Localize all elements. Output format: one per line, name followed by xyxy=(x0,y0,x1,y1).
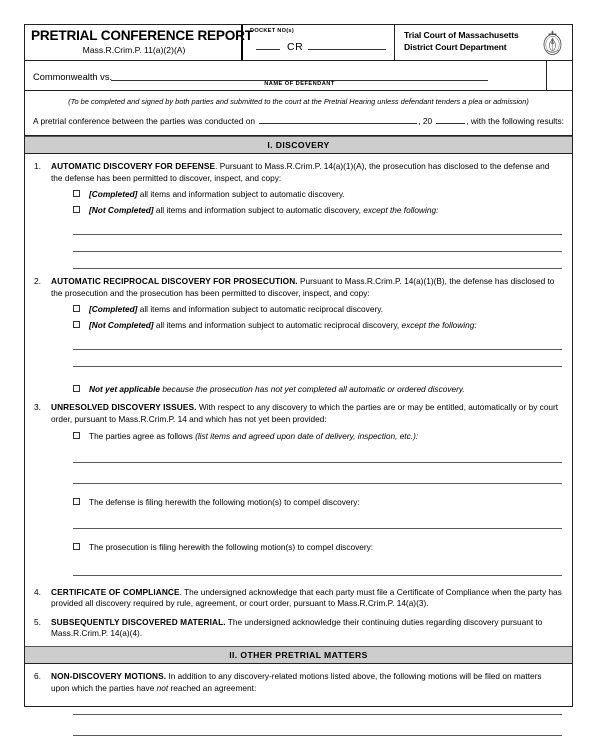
court-name-line1: Trial Court of Massachusetts xyxy=(404,30,519,40)
item-2-completed-label: [Completed] all items and information subject to automatic reciprocal discovery. xyxy=(89,304,384,315)
form-header xyxy=(25,25,572,61)
item-4-heading: CERTIFICATE OF COMPLIANCE xyxy=(51,586,180,597)
item-2-not-applicable-label: Not yet applicable because the prosecution has not yet completed all automatic or ordered discovery. xyxy=(89,384,465,395)
item-6-heading: NON-DISCOVERY MOTIONS. xyxy=(51,670,167,681)
case-caption-right-cell xyxy=(547,61,572,90)
page-title: PRETRIAL CONFERENCE REPORT xyxy=(31,28,253,43)
item-3-unresolved-discovery-issues xyxy=(25,395,572,425)
docket-prefix-blank[interactable] xyxy=(256,48,280,50)
docket-label: DOCKET NO(s) xyxy=(250,28,294,34)
item-1-body: . Pursuant to Mass.R.Crim.P. 14(a)(1)(A), the prosecution has disclosed to the defense and the defense has been permitted to discover, inspect, and copy: xyxy=(51,161,550,183)
item-1-number: 1. xyxy=(34,161,41,171)
item-2-completed-checkbox[interactable] xyxy=(73,305,80,312)
docket-number-cell xyxy=(243,25,395,60)
item-3-parties-agree-row[interactable] xyxy=(25,426,572,442)
item-1-completed-checkbox[interactable] xyxy=(73,190,80,197)
docket-number-blank[interactable] xyxy=(308,48,386,50)
discovery-section-body xyxy=(25,154,572,646)
intro-block xyxy=(25,91,572,136)
docket-entry-row[interactable] xyxy=(250,41,388,53)
item-3-body: With respect to any discovery to which the parties are or may be entitled, automatically or by court order, pursuant to Mass.R.Crim.P. 14 and which has not yet been provided: xyxy=(51,402,559,424)
item-1-not-completed-row[interactable] xyxy=(25,200,572,216)
item-2-not-completed-row[interactable] xyxy=(25,315,572,331)
conference-sentence-end: , with the following results: xyxy=(466,116,564,126)
case-caption-row xyxy=(25,61,572,91)
item-4-body: . The undersigned acknowledge that each party must file a Certificate of Compliance when the party has provided all discovery required by rule, agreement, or court order, pursuant to Mass.R.Crim.P. 14(a)(3). xyxy=(51,586,562,609)
item-1-completed-label: [Completed] all items and information subject to automatic discovery. xyxy=(89,189,345,200)
conference-sentence-start: A pretrial conference between the parties was conducted on xyxy=(33,116,256,126)
section-heading-other-pretrial-matters: II. OTHER PRETRIAL MATTERS xyxy=(25,646,572,664)
item-2-text xyxy=(51,276,562,299)
item-3-heading: UNRESOLVED DISCOVERY ISSUES. xyxy=(51,402,197,413)
item-1-not-completed-checkbox[interactable] xyxy=(73,206,80,213)
defendant-name-caption: NAME OF DEFENDANT xyxy=(264,81,335,87)
item-3-parties-agree-checkbox[interactable] xyxy=(73,432,80,439)
conference-date-line xyxy=(33,114,564,126)
item-3-defense-motion-label: The defense is filing herewith the following motion(s) to compel discovery: xyxy=(89,496,360,507)
item-3-defense-motion-checkbox[interactable] xyxy=(73,498,80,505)
case-caption-cell xyxy=(25,61,547,90)
item-6-non-discovery-motions xyxy=(25,664,572,694)
conference-date-input[interactable] xyxy=(259,114,417,124)
item-5-number: 5. xyxy=(34,616,41,627)
item-2-body: Pursuant to Mass.R.Crim.P. 14(a)(1)(B), the defense has disclosed to the prosecution and the prosecution has been permitted to discover, inspect, and copy: xyxy=(51,276,555,298)
item-2-number: 2. xyxy=(34,276,41,287)
item-3-prosecution-motion-label: The prosecution is filing herewith the following motion(s) to compel discovery: xyxy=(89,541,374,552)
item-1-text xyxy=(51,161,562,184)
item-4-text xyxy=(51,587,562,610)
item-5-heading: SUBSEQUENTLY DISCOVERED MATERIAL. xyxy=(51,616,226,627)
year-prefix: , 20 xyxy=(418,116,433,126)
item-3-prosecution-motion-row[interactable] xyxy=(25,537,572,553)
form-frame xyxy=(24,24,573,707)
section-heading-discovery: I. DISCOVERY xyxy=(25,136,572,154)
item-3-text xyxy=(51,402,562,425)
item-3-number: 3. xyxy=(34,402,41,413)
court-name xyxy=(404,30,519,53)
item-3-parties-agree-label: The parties agree as follows (list items and agreed upon date of delivery, inspection, etc.): xyxy=(89,430,419,441)
item-6-number: 6. xyxy=(34,670,41,681)
item-3-prosecution-motion-checkbox[interactable] xyxy=(73,543,80,550)
form-citation: Mass.R.Crim.P. 11(a)(2)(A) xyxy=(82,45,186,55)
item-6-text: NON-DISCOVERY MOTIONS. In addition to any discovery-related motions listed above, the following motions will be filed on matters upon which the parties have not reached an agreement: xyxy=(51,670,542,693)
item-1-completed-row[interactable] xyxy=(25,184,572,200)
massachusetts-state-seal-icon xyxy=(541,29,564,57)
item-1-not-completed-label: [Not Completed] all items and information subject to automatic discovery, except the following: xyxy=(89,205,439,216)
party-label: Commonwealth vs. xyxy=(33,72,113,82)
item-4-number: 4. xyxy=(34,586,41,597)
item-2-heading: AUTOMATIC RECIPROCAL DISCOVERY FOR PROSECUTION. xyxy=(51,276,298,287)
item-2-not-completed-label: [Not Completed] all items and information subject to automatic reciprocal discovery, except the following: xyxy=(89,320,477,331)
item-1-heading: AUTOMATIC DISCOVERY FOR DEFENSE xyxy=(51,161,216,171)
form-title-cell xyxy=(25,25,253,60)
item-2-reciprocal-discovery-prosecution xyxy=(25,269,572,299)
item-5-subsequently-discovered-material xyxy=(25,610,572,640)
court-identity-cell xyxy=(395,25,572,60)
docket-cr-label: CR xyxy=(287,41,304,53)
item-2-completed-row[interactable] xyxy=(25,299,572,315)
item-2-not-applicable-row[interactable] xyxy=(25,379,572,395)
item-5-body: The undersigned acknowledge their continuing duties regarding discovery pursuant to Mass.R.Crim.P. 14(a)(4). xyxy=(51,616,543,639)
item-3-defense-motion-row[interactable] xyxy=(25,492,572,508)
item-1-automatic-discovery-defense xyxy=(25,154,572,184)
other-matters-section-body xyxy=(25,664,572,736)
completion-instruction: (To be completed and signed by both parties and submitted to the court at the Pretrial Hearing unless defendant tenders a plea or admission) xyxy=(68,97,529,106)
item-4-certificate-of-compliance xyxy=(25,580,572,610)
conference-year-input[interactable] xyxy=(436,114,465,124)
item-5-text xyxy=(51,617,562,640)
item-2-not-applicable-checkbox[interactable] xyxy=(73,385,80,392)
court-name-line2: District Court Department xyxy=(404,41,507,52)
item-2-not-completed-checkbox[interactable] xyxy=(73,321,80,328)
